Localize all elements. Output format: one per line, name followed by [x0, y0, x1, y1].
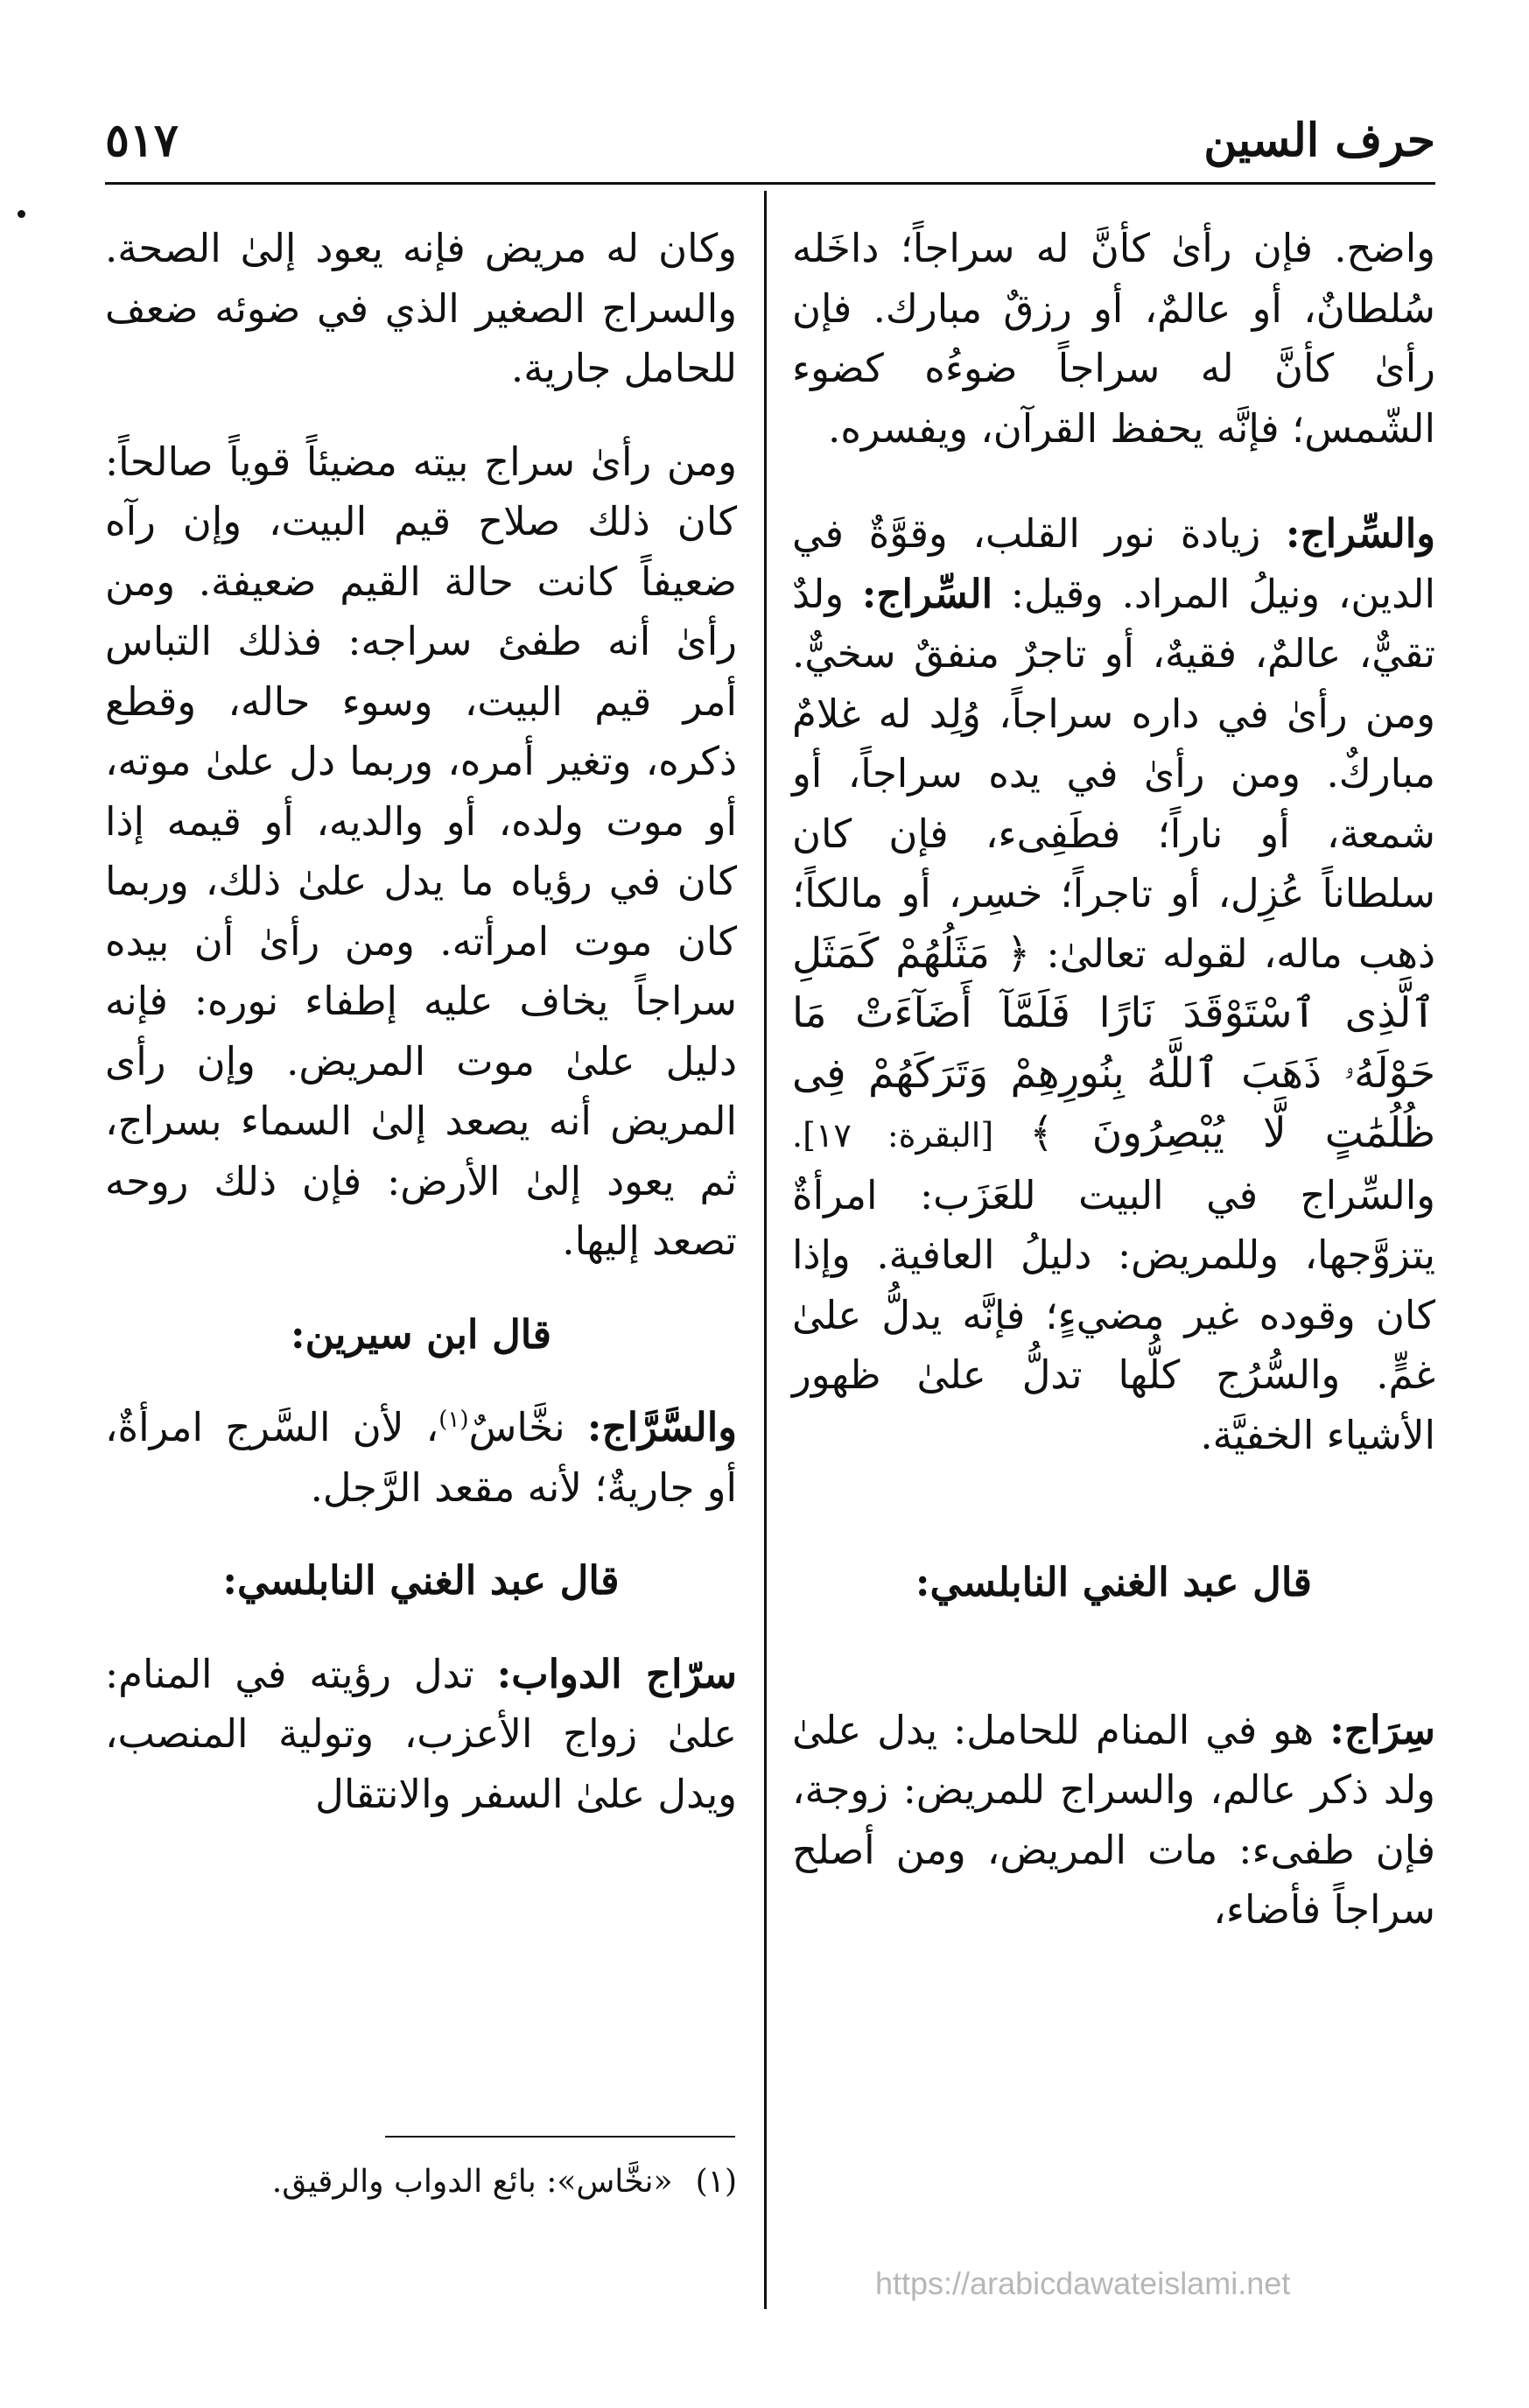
spacer — [105, 1272, 737, 1305]
entry-term: سِرَاج: — [1329, 1706, 1435, 1753]
footnote-rule — [385, 2136, 735, 2138]
paragraph: واضح. فإن رأىٰ كأنَّ له سراجاً؛ داخَله سُلطانٌ، أو عالمٌ، أو رزقٌ مبارك. فإن رأىٰ كأنَّ له سراجاً ضوءُه كضوء الشّمس؛ فإنَّه يحفظ القرآن، ويفسره. — [792, 225, 1435, 452]
section-heading: قال عبد الغني النابلسي: — [222, 1557, 620, 1604]
paragraph — [105, 1398, 737, 1518]
footnote-number: (١) — [695, 2164, 737, 2200]
text-run: تدل رؤيته في المنام: علىٰ زواج الأعزب، وتولية المنصب، ويدل علىٰ السفر والانتقال — [105, 1650, 737, 1817]
text-run: هو في المنام للحامل: يدل علىٰ ولد ذكر عالم، والسراج للمريض: زوجة، فإن طفىء: مات المريض، ومن أصلح سراجاً فأضاء، — [792, 1706, 1435, 1933]
section-heading: قال ابن سيرين: — [290, 1310, 552, 1358]
running-header — [105, 103, 1435, 173]
spacer — [792, 1465, 1435, 1553]
footnote — [105, 2160, 737, 2204]
paragraph: وكان له مريض فإنه يعود إلىٰ الصحة. والسراج الصغير الذي في ضوئه ضعف للحامل جارية. — [105, 225, 737, 391]
margin-dot — [18, 210, 25, 218]
footnote-marker: (١) — [438, 1407, 469, 1433]
quran-verse: ﴿ مَثَلُهُمْ كَمَثَلِ ٱلَّذِى ٱسْتَوْقَدَ نَارًا فَلَمَّآ أَضَآءَتْ مَا حَوْلَهُۥ ذَهَبَ ٱللَّهُ بِنُورِهِمْ وَتَرَكَهُمْ فِى ظُلُمَٰتٍ لَّا يُبْصِرُونَ ﴾ — [792, 929, 1435, 1157]
entry-term: السِّراج: — [861, 570, 993, 617]
right-column — [792, 219, 1435, 1941]
text-run: والسِّراج في البيت للعَزَب: امرأةٌ يتزوَّجها، وللمريض: دليلُ العافية. وإذا كان وقوده غير مضيءٍ؛ فإنَّه يدلُّ علىٰ غمٍّ. والسُّرُج كلُّها تدلُّ علىٰ ظهور الأشياء الخفيَّة. — [792, 1171, 1435, 1458]
section-heading: قال عبد الغني النابلسي: — [915, 1559, 1313, 1605]
text-run: نخَّاسٌ — [468, 1404, 587, 1450]
text-run: ولدٌ تقيٌّ، عالمٌ، فقيهٌ، أو تاجرٌ منفقٌ سخيٌّ. ومن رأىٰ في داره سراجاً، وُلِد له غلامٌ مباركٌ. ومن رأىٰ في يده سراجاً، أو شمعة، أو ناراً؛ فطَفِىء، فإن كان سلطاناً عُزِل، أو تاجراً؛ خسِر، أو مالكاً؛ ذهب ماله، لقوله تعالىٰ: — [792, 570, 1435, 977]
spacer — [792, 1613, 1435, 1701]
spacer — [105, 399, 737, 432]
page-number: ٥١٧ — [105, 114, 179, 167]
column-divider — [764, 191, 767, 2309]
entry-term: سرّاج الدواب: — [496, 1650, 737, 1697]
paragraph — [792, 504, 1435, 1465]
spacer — [105, 1365, 737, 1398]
spacer — [105, 1611, 737, 1645]
chapter-title: حرف السين — [1203, 114, 1435, 167]
spacer — [105, 1518, 737, 1551]
paragraph: ومن رأىٰ سراج بيته مضيئاً قوياً صالحاً: كان ذلك صلاح قيم البيت، وإن رآه ضعيفاً كانت حالة القيم ضعيفة. ومن رأىٰ أنه طفئ سراجه: فذلك التباس أمر قيم البيت، وسوء حاله، وقطع ذكره، وتغير أمره، وربما دل علىٰ موته، أو موت ولده، أو والديه، أو قيمه إذا كان في رؤياه ما يدل علىٰ ذلك، وربما كان موت امرأته. ومن رأىٰ أن بيده سراجاً يخاف عليه إطفاء نوره: فإنه دليل علىٰ موت المريض. وإن رأى المريض أنه يصعد إلىٰ السماء بسراج، ثم يعود إلىٰ الأرض: فإن ذلك روحه تصعد إليها. — [105, 438, 737, 1264]
text-run: زيادة نور القلب، وقوَّةٌ في الدين، ونيلُ المراد. وقيل: — [792, 510, 1435, 617]
entry-term: والسَّرَّاج: — [586, 1404, 737, 1450]
left-column — [105, 219, 737, 1824]
verse-reference: [البقرة: ١٧]. — [792, 1116, 1030, 1155]
watermark-url: https://arabicdawateislami.net — [875, 2265, 1291, 2301]
footnote-text: «نخَّاس»: بائع الدواب والرقيق. — [271, 2164, 673, 2200]
paragraph — [105, 1645, 737, 1825]
paragraph — [792, 1701, 1435, 1941]
spacer — [792, 459, 1435, 504]
header-rule — [105, 182, 1435, 185]
text-run: ، لأن السَّرج امرأةٌ، أو جاريةٌ؛ لأنه مقعد الرَّجل. — [105, 1404, 737, 1511]
entry-term: والسِّراج: — [1285, 510, 1435, 557]
